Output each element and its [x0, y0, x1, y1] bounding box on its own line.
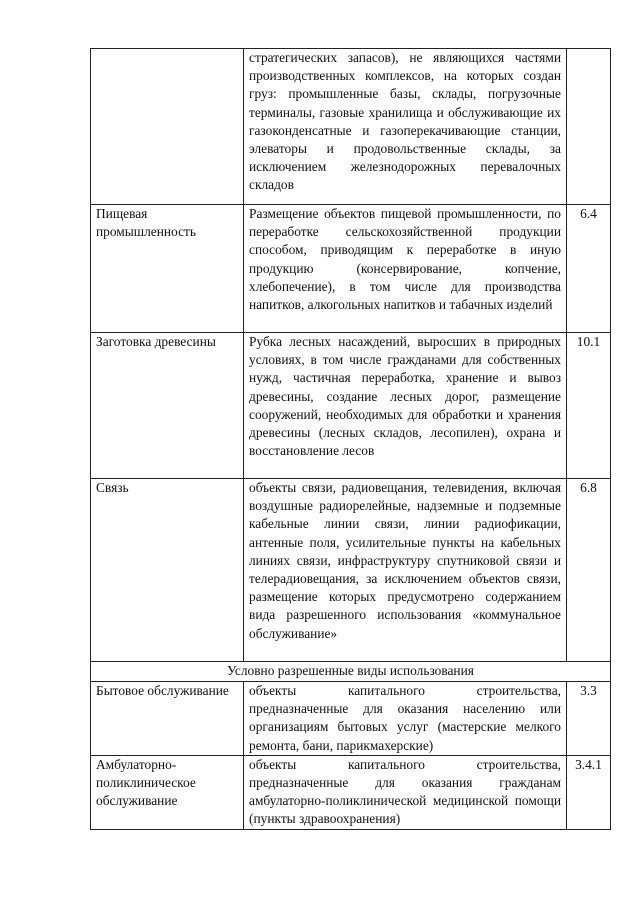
- use-type-cell: [91, 49, 244, 205]
- section-row: [91, 662, 611, 682]
- table-row: [91, 479, 611, 662]
- use-description-cell: стратегических запасов), не являющихся частями производственных комплексов, на которых создан груз: промышленные базы, склады, погрузочные терминалы, газовые хранилища и обслуживающие их газоконденсатные и газоперекачивающие станции, элеваторы и продовольственные склады, за исключением железнодорожных перевалочных складов: [244, 49, 567, 205]
- use-type-cell: Заготовка древесины: [91, 333, 244, 479]
- use-description-cell: Рубка лесных насаждений, выросших в природных условиях, в том числе гражданами для собственных нужд, частичная переработка, хранение и вывоз древесины, создание лесных дорог, размещение сооружений, необходимых для обработки и хранения древесины (лесных складов, лесопилен), охрана и восстановление лесов: [244, 333, 567, 479]
- use-type-cell: Амбулаторно-поликлиническое обслуживание: [91, 755, 244, 829]
- use-description-cell: объекты капитального строительства, предназначенные для оказания гражданам амбулаторно-поликлинической медицинской помощи (пункты здравоохранения): [244, 755, 567, 829]
- use-description-cell: объекты капитального строительства, предназначенные для оказания населению или организациям бытовых услуг (мастерские мелкого ремонта, бани, парикмахерские): [244, 682, 567, 756]
- land-use-table: [90, 48, 611, 830]
- use-code-cell: 3.3: [567, 682, 611, 756]
- use-description-cell: объекты связи, радиовещания, телевидения, включая воздушные радиорелейные, надземные и подземные кабельные линии связи, линии радиофикации, антенные поля, усилительные пункты на кабельных линиях связи, инфраструктуру спутниковой связи и телерадиовещания, за исключением объектов связи, размещение которых предусмотрено содержанием вида разрешенного использования «коммунальное обслуживание»: [244, 479, 567, 662]
- table-row: [91, 755, 611, 829]
- use-code-cell: 3.4.1: [567, 755, 611, 829]
- use-description-cell: Размещение объектов пищевой промышленности, по переработке сельскохозяйственной продукции способом, приводящим к переработке в иную продукцию (консервирование, копчение, хлебопечение), в том числе для производства напитков, алкогольных напитков и табачных изделий: [244, 205, 567, 333]
- use-code-cell: [567, 49, 611, 205]
- table-row: [91, 205, 611, 333]
- table-row: [91, 682, 611, 756]
- use-type-cell: Связь: [91, 479, 244, 662]
- table-row: [91, 333, 611, 479]
- use-type-cell: Пищевая промышленность: [91, 205, 244, 333]
- use-code-cell: 6.8: [567, 479, 611, 662]
- use-code-cell: 10.1: [567, 333, 611, 479]
- use-type-cell: Бытовое обслуживание: [91, 682, 244, 756]
- table-row: [91, 49, 611, 205]
- use-code-cell: 6.4: [567, 205, 611, 333]
- section-title: Условно разрешенные виды использования: [91, 662, 611, 682]
